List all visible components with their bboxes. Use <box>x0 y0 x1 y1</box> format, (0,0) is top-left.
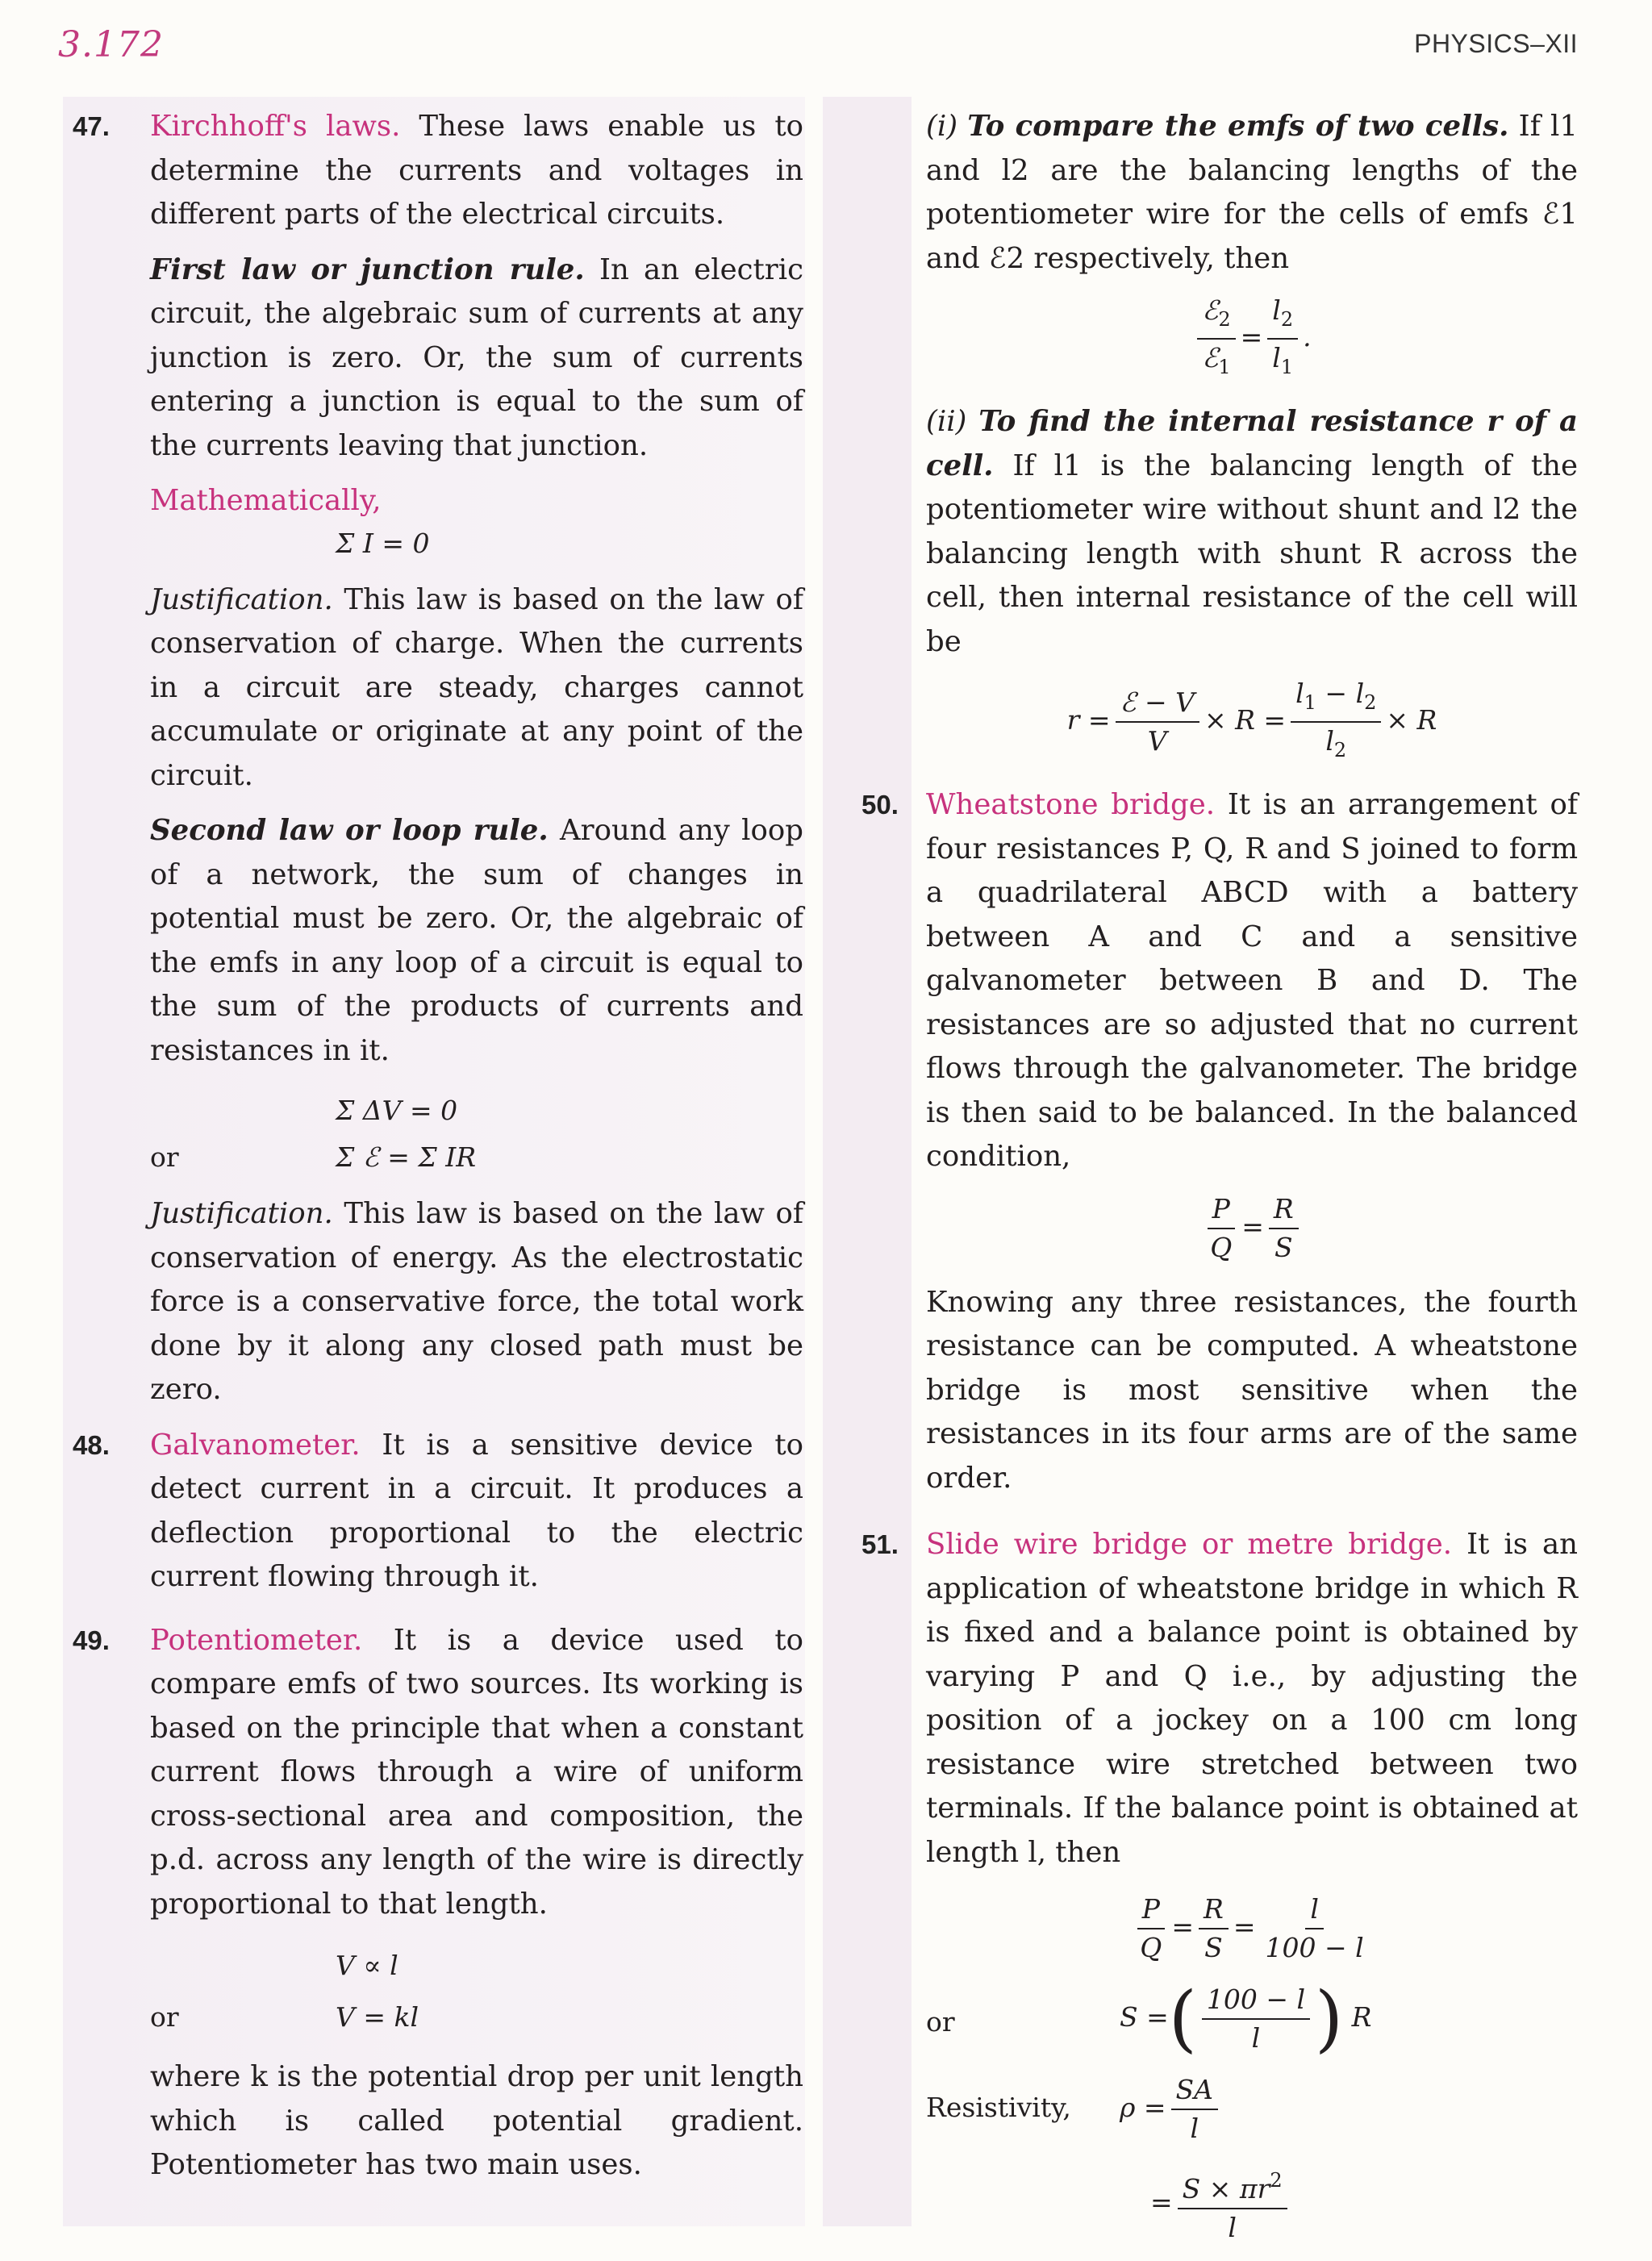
term-heading: Slide wire bridge or metre bridge. <box>926 1528 1453 1561</box>
item-number: 50. <box>861 790 899 820</box>
equation-text: Σ ΔV = 0 <box>336 1095 458 1126</box>
equation <box>150 524 803 564</box>
paragraph <box>150 248 803 469</box>
potentiometer-use-2 <box>861 400 1578 769</box>
item-number: 48. <box>73 1429 110 1460</box>
term-heading: Kirchhoff's laws. <box>150 110 401 143</box>
use-number: (i) <box>926 110 958 143</box>
term-heading: Potentiometer. <box>150 1623 363 1657</box>
paragraph <box>150 105 803 237</box>
subheading: To compare the emfs of two cells. <box>967 110 1509 143</box>
subheading: First law or junction rule. <box>150 252 585 286</box>
subheading: Justification. <box>150 1197 333 1230</box>
paragraph-text: This law is based on the law of conservation of energy. As the electrostatic force is a conservative force, the total work done by it along any closed path must be zero. <box>150 1197 803 1406</box>
item-50 <box>861 783 1578 1500</box>
item-48 <box>73 1424 803 1600</box>
paragraph-text: In an electric circuit, the algebraic sum of currents at any junction is zero. Or, the sum of currents entering a junction is equal to the sum of the currents leaving that junction. <box>150 252 803 462</box>
potentiometer-use-1 <box>861 105 1578 386</box>
equation <box>150 1091 803 1131</box>
resistivity-label: Resistivity, <box>926 2092 1071 2123</box>
paragraph-text: Knowing any three resistances, the fourth resistance can be computed. A wheatstone bridge is most sensitive when the resistances in its four arms are of the same order. <box>926 1285 1578 1495</box>
left-column <box>73 105 803 2199</box>
paragraph-text: It is a sensitive device to detect current in a circuit. It produces a deflection proportional to the electric current flowing through it. <box>150 1428 803 1593</box>
equation-metre-bridge: $\frac{P}{Q}$ = $\frac{R}{S}$ = $\frac{l}{100 - l}$ <box>926 1891 1578 1967</box>
paragraph <box>926 1523 1578 1875</box>
paragraph-text: If l1 and l2 are the balancing lengths of the potentiometer wire for the cells of emfs ℰ1 and ℰ2 respectively, then <box>926 110 1579 275</box>
equation-resistivity: Resistivity, ρ = $\frac{SA}{l}$ <box>926 2071 1578 2147</box>
item-number: 49. <box>73 1625 110 1655</box>
paragraph <box>926 1281 1578 1501</box>
paragraph-text: These laws enable us to determine the currents and voltages in different parts of the electrical circuits. <box>150 110 803 231</box>
right-column <box>861 105 1578 2261</box>
paragraph <box>926 783 1578 1179</box>
paragraph <box>150 809 803 1073</box>
paragraph-text: This law is based on the law of conservation of charge. When the currents in a circuit are steady, charges cannot accumulate or originate at any point of the circuit. <box>150 582 803 792</box>
paragraph <box>150 1619 803 1927</box>
term-heading: Wheatstone bridge. <box>926 788 1216 821</box>
or-label: or <box>926 2006 955 2038</box>
term-heading: Galvanometer. <box>150 1428 361 1462</box>
paragraph <box>150 1424 803 1600</box>
running-head: PHYSICS–XII <box>1414 29 1578 58</box>
equation-emf-ratio: $\frac{ℰ_2}{ℰ_1}$ = $\frac{l_2}{l_1}$ . <box>926 292 1578 386</box>
equation-internal-resistance: r = $\frac{\text{ℰ − V}}{V}$ × R = $\frac{l_1 - l_2}{l_2}$ × R <box>926 675 1578 769</box>
paragraph-text: It is a device used to compare emfs of two sources. Its working is based on the principle that when a constant current flows through a wire of uniform cross-sectional area and composition, the p.d. across any length of the wire is directly proportional to that length. <box>150 1623 803 1921</box>
label: Mathematically, <box>150 484 382 517</box>
equation-text: V = kl <box>336 2001 419 2033</box>
equation <box>150 1997 803 2038</box>
equation <box>150 1137 803 1178</box>
or-label: or <box>150 2001 179 2033</box>
paragraph <box>150 2055 803 2188</box>
equation <box>150 1946 803 1986</box>
subheading: To find the internal resistance r of a cell. <box>926 405 1578 482</box>
subheading: Second law or loop rule. <box>150 814 549 847</box>
or-label: or <box>150 1141 179 1173</box>
use-number: (ii) <box>926 405 967 438</box>
paragraph-text: It is an application of wheatstone bridge in which R is fixed and a balance point is obtained by varying P and Q i.e., by adjusting the position of a jockey on a 100 cm long resistance wire stretched between two terminals. If the balance point is obtained at length l, then <box>926 1528 1578 1869</box>
item-47 <box>73 105 803 1412</box>
page-number: 3.172 <box>58 24 164 65</box>
paragraph <box>150 1192 803 1412</box>
paragraph-text: It is an arrangement of four resistances P, Q, R and S joined to form a quadrilateral ABCD with a battery between A and C and a sensitive galvanometer between B and D. The resistances are so adjusted that no current flows through the galvanometer. The bridge is then said to be balanced. In the balanced condition, <box>926 788 1578 1173</box>
item-51 <box>861 1523 1578 2246</box>
paragraph <box>150 479 803 524</box>
paragraph <box>150 578 803 799</box>
paragraph-text: where k is the potential drop per unit length which is called potential gradient. Potentiometer has two main uses. <box>150 2060 803 2181</box>
item-number: 51. <box>861 1529 899 1559</box>
paragraph <box>926 105 1578 281</box>
paragraph-text: If l1 is the balancing length of the potentiometer wire without shunt and l2 the balancing length with shunt R across the cell, then internal resistance of the cell will be <box>926 448 1578 658</box>
equation-text: Σ I = 0 <box>336 527 430 559</box>
paragraph <box>926 400 1578 664</box>
item-49 <box>73 1619 803 2188</box>
equation-balance: $\frac{P}{Q}$ = $\frac{R}{S}$ <box>926 1191 1578 1266</box>
subheading: Justification. <box>150 582 333 616</box>
item-number: 47. <box>73 111 110 141</box>
equation-resistivity-2: = $\frac{S \times \pi r^2}{l}$ <box>926 2162 1578 2246</box>
equation-text: V ∝ l <box>336 1950 398 1981</box>
equation-text: Σ ℰ = Σ IR <box>336 1141 477 1173</box>
equation-s: or S =( $\frac{100 - l}{l}$ ) R <box>926 1976 1372 2061</box>
paragraph-text: Around any loop of a network, the sum of changes in potential must be zero. Or, the algebraic of the emfs in any loop of a circuit is equal to the sum of the products of currents and resistances in it. <box>150 814 804 1067</box>
